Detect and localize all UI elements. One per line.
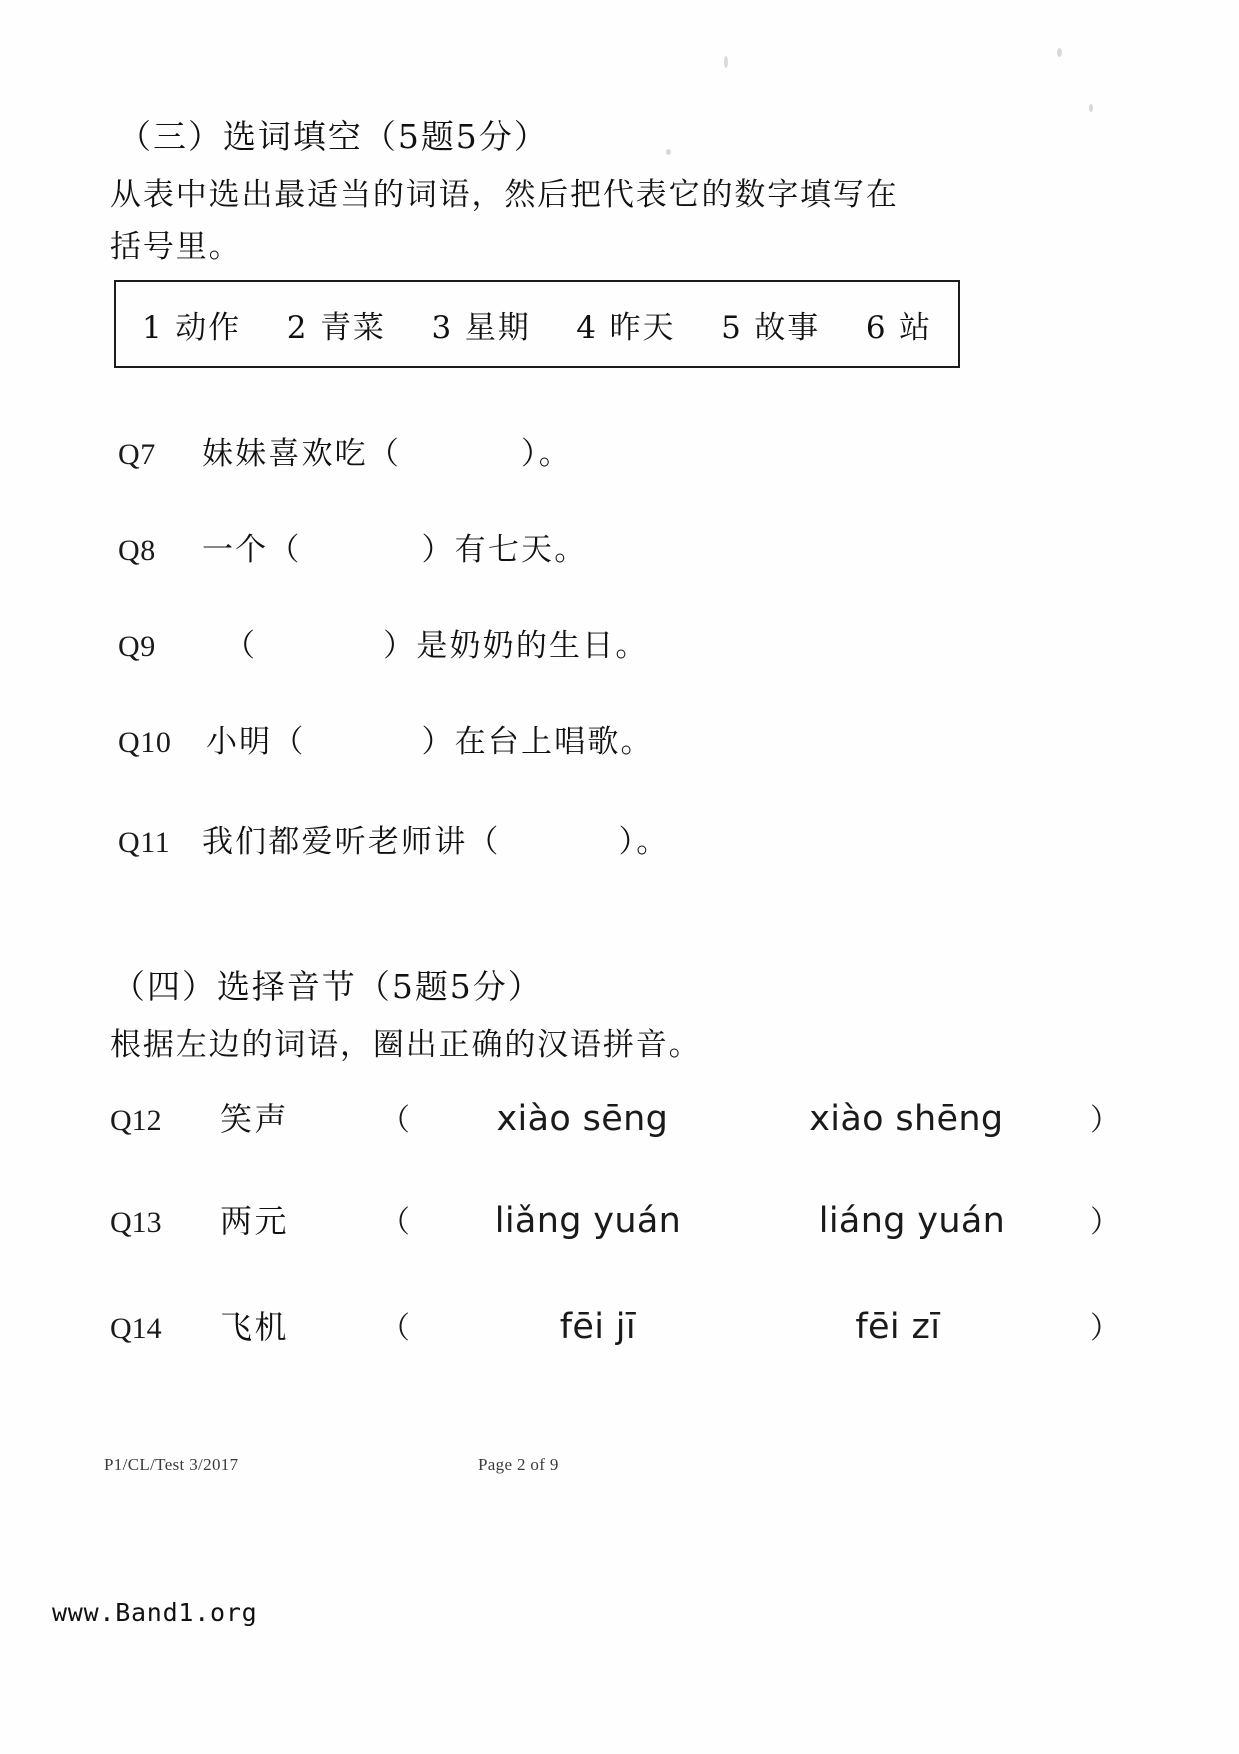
question-text-before-q10: 小明（ xyxy=(206,724,306,760)
section-four-heading: （四）选择音节（5题5分） xyxy=(112,967,543,1006)
pinyin-option-b-q14[interactable]: fēi zī xyxy=(855,1307,941,1347)
word-bank-item-3: 3 星期 xyxy=(431,309,531,346)
section-four-instruction: 根据左边的词语，圈出正确的汉语拼音。 xyxy=(110,1027,702,1063)
question-row-q10 xyxy=(118,716,654,761)
footer-page-number: Page 2 of 9 xyxy=(478,1455,559,1474)
pinyin-option-a-q14[interactable]: fēi jī xyxy=(559,1307,636,1347)
scan-speck xyxy=(1057,48,1062,57)
footer-reference: P1/CL/Test 3/2017 xyxy=(104,1455,239,1474)
scan-speck xyxy=(724,56,728,68)
section-three-heading: （三）选词填空（5题5分） xyxy=(118,117,549,156)
question-text-after-q9: ）是奶奶的生日。 xyxy=(383,628,649,664)
question-text-before-q9: （ xyxy=(224,628,258,664)
open-paren-q14: （ xyxy=(380,1311,410,1346)
question-word-q14: 飞机 xyxy=(220,1308,290,1346)
question-word-q12: 笑声 xyxy=(220,1100,290,1138)
word-bank-item-4: 4 昨天 xyxy=(576,309,676,346)
word-bank-box xyxy=(114,280,960,368)
question-label-q10: Q10 xyxy=(118,726,172,759)
question-label-q9: Q9 xyxy=(118,630,156,663)
word-bank-item-6: 6 站 xyxy=(865,309,932,346)
question-row-q13 xyxy=(110,1196,1120,1242)
question-row-q11 xyxy=(118,816,669,861)
question-label-q8: Q8 xyxy=(118,534,156,567)
pinyin-option-a-q12[interactable]: xiào sēng xyxy=(496,1099,669,1139)
word-bank-item-2: 2 青菜 xyxy=(286,309,386,346)
question-text-before-q11: 我们都爱听老师讲（ xyxy=(202,824,501,860)
open-paren-q12: （ xyxy=(380,1103,410,1138)
question-text-before-q8: 一个（ xyxy=(202,532,302,568)
question-label-q7: Q7 xyxy=(118,438,156,471)
question-label-q13: Q13 xyxy=(110,1206,162,1239)
open-paren-q13: （ xyxy=(380,1205,410,1240)
scan-speck xyxy=(1089,104,1093,112)
question-label-q11: Q11 xyxy=(118,826,171,859)
word-bank-item-5: 5 故事 xyxy=(721,309,821,346)
question-text-after-q7: ）。 xyxy=(521,436,572,472)
section-three-instruction-line2: 括号里。 xyxy=(110,229,242,265)
close-paren-q13: ） xyxy=(1090,1205,1120,1240)
question-row-q7 xyxy=(118,428,572,473)
watermark: www.Band1.org xyxy=(52,1598,258,1627)
question-label-q14: Q14 xyxy=(110,1312,162,1345)
question-text-after-q8: ）有七天。 xyxy=(421,532,588,568)
close-paren-q14: ） xyxy=(1090,1311,1120,1346)
pinyin-option-a-q13[interactable]: liǎng yuán xyxy=(494,1201,682,1241)
question-row-q9 xyxy=(118,620,649,665)
question-row-q12 xyxy=(110,1094,1120,1140)
pinyin-option-b-q13[interactable]: liáng yuán xyxy=(818,1201,1006,1241)
question-row-q14 xyxy=(110,1302,1120,1348)
section-three-instruction-line1: 从表中选出最适当的词语，然后把代表它的数字填写在 xyxy=(110,177,899,213)
question-text-after-q11: ）。 xyxy=(618,824,670,860)
question-text-before-q7: 妹妹喜欢吃（ xyxy=(202,436,402,472)
question-word-q13: 两元 xyxy=(220,1202,290,1240)
word-bank-item-1: 1 动作 xyxy=(142,309,242,346)
close-paren-q12: ） xyxy=(1090,1103,1120,1138)
pinyin-option-b-q12[interactable]: xiào shēng xyxy=(809,1099,1004,1139)
question-row-q8 xyxy=(118,524,587,569)
question-text-after-q10: ）在台上唱歌。 xyxy=(421,724,654,760)
question-label-q12: Q12 xyxy=(110,1104,162,1137)
